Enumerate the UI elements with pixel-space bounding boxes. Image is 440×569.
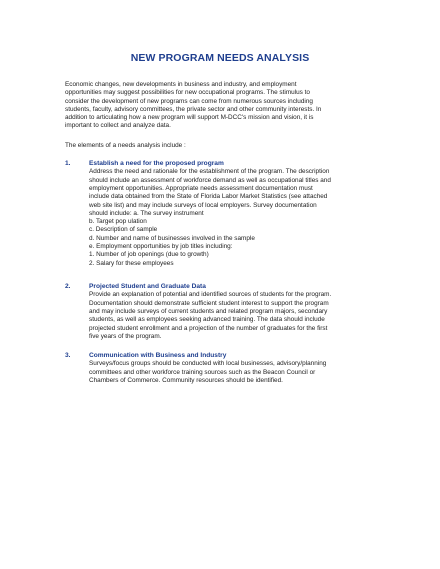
section-number: 3. bbox=[65, 352, 71, 359]
section-line: b. Target pop ulation bbox=[89, 218, 147, 226]
intro-line: addition to articulating how a new program will support M-DCC's mission and vision, it is bbox=[65, 114, 314, 122]
section-line: Provide an explanation of potential and identified sources of students for the program. bbox=[89, 291, 332, 299]
section-line: 1. Number of job openings (due to growth) bbox=[89, 251, 209, 259]
section-line: c. Description of sample bbox=[89, 226, 158, 234]
section-line: Surveys/focus groups should be conducted with local businesses, advisory/planning bbox=[89, 360, 327, 368]
section-line: Documentation should demonstrate sufficient student interest to support the program bbox=[89, 299, 329, 307]
section-body bbox=[89, 360, 389, 385]
section-line: should include an assessment of workforce demand as well as occupational titles and bbox=[89, 176, 331, 184]
section-body bbox=[89, 168, 389, 268]
section-line: five years of the program. bbox=[89, 332, 162, 340]
section-number: 2. bbox=[65, 283, 71, 290]
intro-line: opportunities may suggest possibilities for new occupational programs. The stimulus to bbox=[65, 89, 310, 97]
section-heading: Projected Student and Graduate Data bbox=[89, 283, 206, 290]
section-line: should include: a. The survey instrument bbox=[89, 209, 204, 217]
section-line: web site list) and may include surveys of local employers. Survey documentation bbox=[89, 201, 317, 209]
section-line: students, as well as employees seeking advanced training. The data should include bbox=[89, 316, 325, 324]
intro-line: important to collect and analyze data. bbox=[65, 122, 171, 130]
intro-line: consider the development of new programs can come from numerous sources including bbox=[65, 97, 313, 105]
intro-line: students, faculty, advisory committees, the private sector and other community interests. In bbox=[65, 105, 322, 113]
section-line: Chambers of Commerce. Community resources should be identified. bbox=[89, 376, 283, 384]
section-line: employment opportunities. Appropriate needs assessment documentation must bbox=[89, 184, 313, 192]
section-line: include data obtained from the State of Florida Labor Market Statistics (see attached bbox=[89, 193, 328, 201]
section-heading: Establish a need for the proposed program bbox=[89, 160, 224, 167]
section-line: Address the need and rationale for the establishment of the program. The description bbox=[89, 168, 330, 176]
document-title: NEW PROGRAM NEEDS ANALYSIS bbox=[130, 52, 310, 64]
section-body bbox=[89, 291, 389, 341]
section-heading: Communication with Business and Industry bbox=[89, 352, 227, 359]
lead-in-text: The elements of a needs analysis include : bbox=[65, 142, 186, 149]
section-line: d. Number and name of businesses involved in the sample bbox=[89, 234, 255, 242]
intro-line: Economic changes, new developments in business and industry, and employment bbox=[65, 81, 297, 88]
intro-paragraph bbox=[65, 81, 395, 131]
section-line: projected student enrollment and a projection of the number of graduates for the first bbox=[89, 324, 328, 332]
section-line: and may include surveys of current students and related program majors, secondary bbox=[89, 307, 328, 315]
section-line: committees and other workforce training sources such as the Beacon Council or bbox=[89, 368, 316, 376]
section-line: e. Employment opportunities by job titles including: bbox=[89, 243, 233, 251]
section-number: 1. bbox=[65, 160, 71, 167]
section-line: 2. Salary for these employees bbox=[89, 259, 174, 267]
